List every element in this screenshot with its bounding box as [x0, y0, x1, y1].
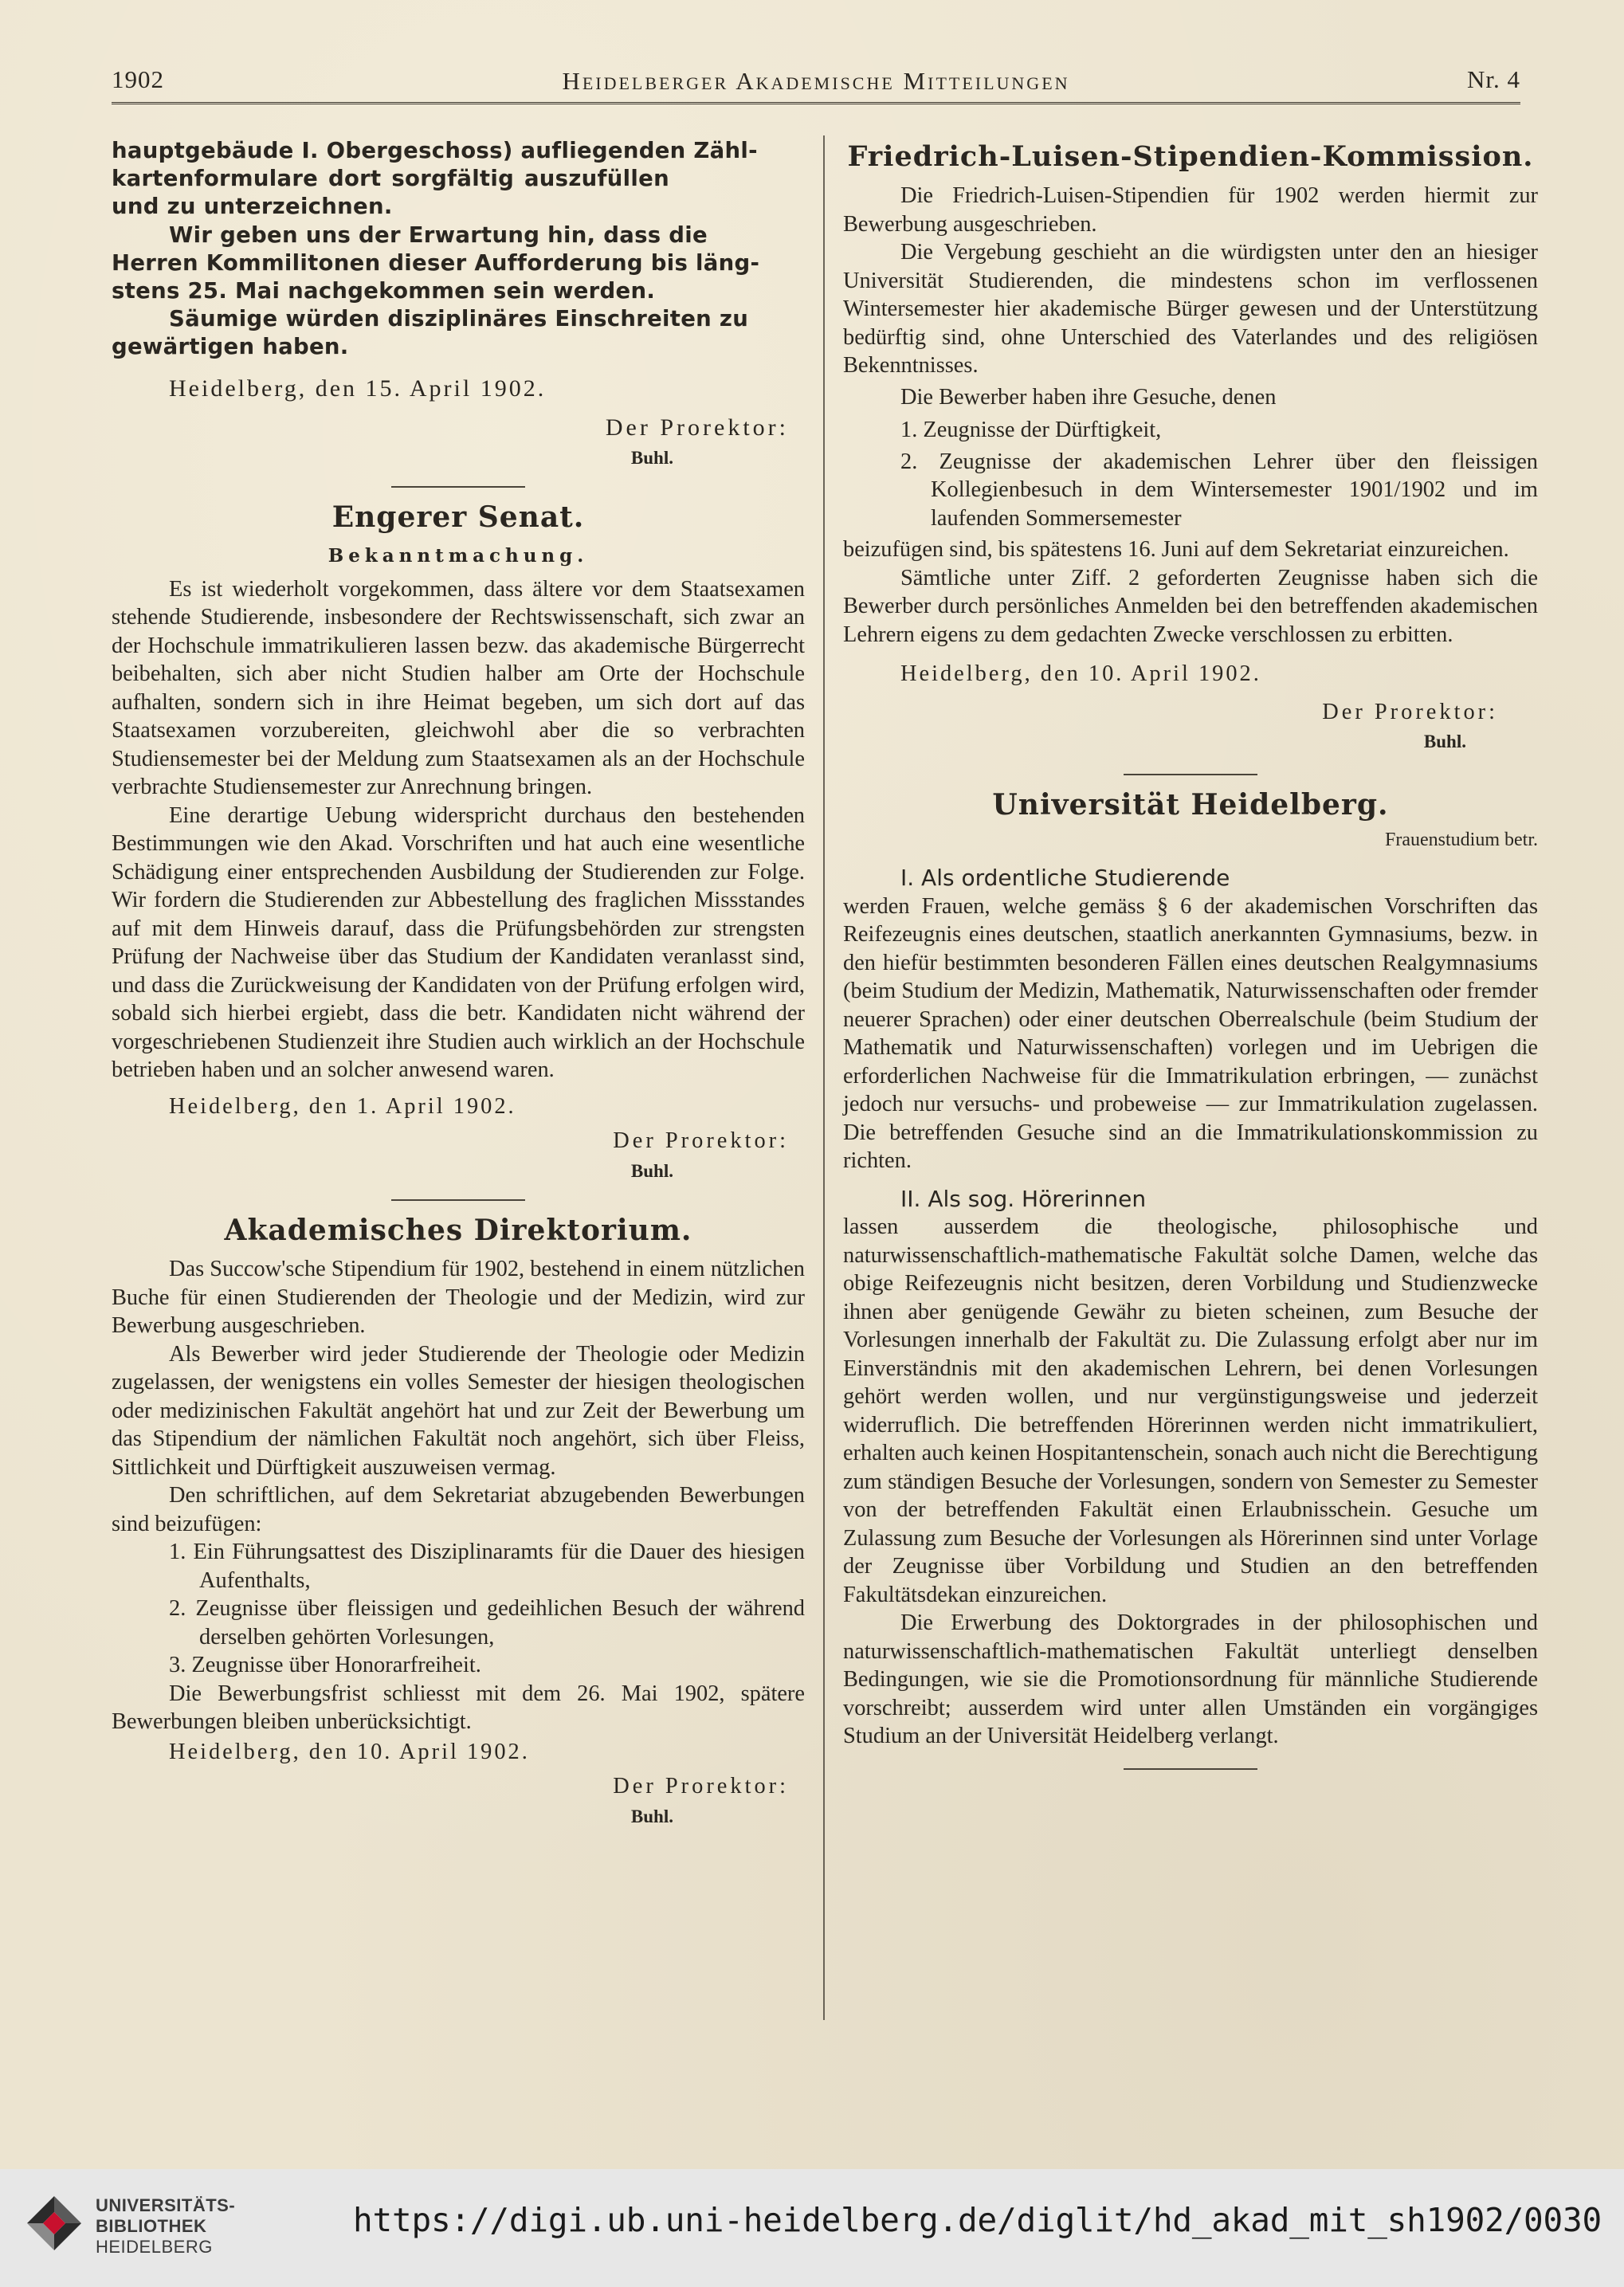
place-date: Heidelberg, den 15. April 1902. — [169, 375, 547, 402]
paragraph: Das Succow'sche Stipendium für 1902, bestehend in einem nützlichen Buche für einen Studierenden der Theologie und der Medizin, wird zur Bewerbung ausgeschrieben. — [112, 1257, 805, 1339]
signature-title: Der Prorektor: — [613, 1128, 789, 1154]
signature-name: Buhl. — [1423, 732, 1466, 751]
paragraph: Sämtliche unter Ziff. 2 geforderten Zeugnisse haben sich die Bewerber durch persönliches Anmelden bei den betreffenden akademischen Lehrern eigens zu dem gedachten Zwecke verschlossen zu erbitten. — [843, 565, 1538, 647]
intro-line: hauptgebäude I. Obergeschoss) aufliegenden Zähl- — [112, 138, 758, 163]
column-divider — [823, 135, 825, 2020]
journal-title: Heidelberger Akademische Mitteilungen — [562, 67, 1070, 95]
subsection-heading: II. Als sog. Hörerinnen — [900, 1185, 1147, 1212]
library-name-line: UNIVERSITÄTS- — [96, 2195, 236, 2215]
section-subtitle: Bekanntmachung. — [328, 545, 589, 567]
paragraph: lassen ausserdem die theologische, philosophische und naturwissenschaftlich-mathematische Fakultät solche Damen, welche das obige Reifezeugnis nicht besitzen, deren Vorbildung und Studienzwecke ihnen aber genügende Gewähr zu bieten scheinen, zum Besuche der Vorlesungen innerhalb der Fakultät zu. Die Zulassung erfolgt aber nur im Einverständnis mit den akademischen Lehrern, bei denen Vorlesungen gehört werden wollen, und nur vergünstigungsweise und jederzeit widerruflich. Die betreffenden Hörerinnen werden nicht immatrikuliert, erhalten auch keinen Hospitantenschein, sonach auch nicht die Berechtigung zum ständigen Besuche der Vorlesungen, sondern von Semester zu Semester von der betreffenden Fakultät einen Erlaubnisschein. Gesuche um Zulassung zum Besuche der Vorlesungen als Hörerinnen sind unter Vorlage der Zeugnisse über Vorbildung und Studien an den betreffenden Fakultätsdekan einzureichen. — [843, 1214, 1538, 1607]
right-column — [843, 137, 1538, 1781]
permalink-url[interactable]: https://digi.ub.uni-heidelberg.de/diglit/hd_akad_mit_sh1902/0030 — [353, 2201, 1602, 2239]
section-rule — [1124, 1768, 1257, 1770]
paragraph: Die Bewerber haben ihre Gesuche, denen — [900, 384, 1277, 410]
section-title: Friedrich-Luisen-Stipendien-Kommission. — [847, 140, 1534, 173]
library-logo-icon — [22, 2191, 86, 2255]
intro-line: und zu unterzeichnen. — [112, 194, 393, 220]
section-rule — [1124, 774, 1257, 775]
intro-line: kartenformulare dort sorgfältig auszufüllen — [112, 166, 669, 192]
intro-line: Wir geben uns der Erwartung hin, dass die — [169, 222, 708, 248]
library-name-line: BIBLIOTHEK — [96, 2216, 207, 2236]
issue-number: Nr. 4 — [1467, 65, 1520, 93]
signature-title: Der Prorektor: — [605, 414, 789, 441]
section-title: Universität Heidelberg. — [992, 787, 1389, 822]
list-item: 1. Ein Führungsattest des Disziplinaramts für die Dauer des hiesigen Aufenthalts, — [169, 1540, 805, 1593]
list-item: 3. Zeugnisse über Honorarfreiheit. — [169, 1653, 481, 1678]
paragraph: Es ist wiederholt vorgekommen, dass ältere vor dem Staatsexamen stehende Studierende, insbesondere der Rechtswissenschaft, sich zwar an der Hochschule immatrikulieren lassen bezw. das akademische Bürgerrecht beibehalten, sich aber nicht Studien halber am Orte der Hochschule aufhalten, sondern sich in ihre Heimat begeben, um sich dort auf das Staatsexamen vorzubereiten, gleichwohl aber die so verbrachten Studiensemester bei der Meldung zum Staatsexamen als an der Hochschule verbrachte Studiensemester zur Anrechnung bringen. — [112, 576, 805, 800]
place-date: Heidelberg, den 10. April 1902. — [900, 661, 1261, 686]
intro-line: gewärtigen haben. — [112, 334, 349, 360]
library-name-line: HEIDELBERG — [96, 2237, 213, 2257]
signature-name: Buhl. — [630, 1160, 673, 1181]
paragraph: Die Vergebung geschieht an die würdigsten unter den an hiesiger Universität Studierenden, die mindestens schon im verflossenen Wintersemester hier akademische Bürger gewesen und der Unterstützung bedürftig sind, ohne Unterschied des Vaterlandes und des religiösen Bekenntnisses. — [843, 240, 1538, 378]
subsection-heading: I. Als ordentliche Studierende — [900, 865, 1230, 891]
paragraph: beizufügen sind, bis spätestens 16. Juni auf dem Sekretariat einzureichen. — [843, 537, 1509, 562]
paragraph: Die Friedrich-Luisen-Stipendien für 1902 werden hiermit zur Bewerbung ausgeschrieben. — [843, 183, 1538, 237]
section-title: Akademisches Direktorium. — [224, 1214, 692, 1248]
paragraph: Die Bewerbungsfrist schliesst mit dem 26. Mai 1902, spätere Bewerbungen bleiben unberücksichtigt. — [112, 1681, 805, 1735]
section-title: Engerer Senat. — [331, 500, 585, 535]
section-note: Frauenstudium betr. — [1385, 829, 1538, 850]
running-head — [112, 65, 1520, 104]
paragraph: Als Bewerber wird jeder Studierende der Theologie oder Medizin zugelassen, der wenigstens ein volles Semester der hiesigen theologischen oder medizinischen Fakultät angehört hat und zur Zeit der Bewerbung um das Stipendium der nämlichen Fakultät noch angehört, sich über Fleiss, Sittlichkeit und Dürftigkeit auszuweisen vermag. — [112, 1341, 805, 1480]
list-item: 2. Zeugnisse über fleissigen und gedeihlichen Besuch der während derselben gehörten Vorlesungen, — [169, 1596, 805, 1650]
library-name — [96, 2195, 235, 2258]
page-year: 1902 — [112, 65, 164, 93]
intro-notice — [112, 137, 805, 362]
section-rule — [391, 486, 525, 488]
place-date: Heidelberg, den 1. April 1902. — [169, 1093, 516, 1119]
paragraph: Die Erwerbung des Doktorgrades in der philosophischen und naturwissenschaftlich-mathematischen Fakultät unterliegt denselben Bedingungen, wie sie die Promotionsordnung für männliche Studierende vorschreibt; ausserdem wird unter allen Umständen ein vorgängiges Studium an der Universität Heidelberg verlangt. — [843, 1610, 1538, 1748]
intro-line: Herren Kommilitonen dieser Aufforderung bis läng- — [112, 249, 760, 276]
signature-name: Buhl. — [630, 1806, 673, 1826]
intro-line: stens 25. Mai nachgekommen sein werden. — [112, 278, 656, 304]
left-column — [112, 137, 805, 1830]
paragraph: werden Frauen, welche gemäss § 6 der akademischen Vorschriften das Reifezeugnis eines deutschen, staatlich anerkannten Gymnasiums, bezw. in den hiefür bestimmten besonderen Fällen eines deutschen Realgymnasiums (beim Studium der Medizin, Mathematik, Naturwissenschaften oder fremder neuerer Sprachen) oder einer deutschen Oberrealschule (beim Studium der Mathematik und Naturwissenschaften) vorlegen und im Uebrigen die erforderlichen Nachweise für die Immatrikulation erbringen, — zunächst jedoch nur versuchs- und probeweise — zur Immatrikulation zugelassen. Die betreffenden Gesuche sind an die Immatrikulationskommission zu richten. — [843, 893, 1538, 1173]
paragraph: Eine derartige Uebung widerspricht durchaus den bestehenden Bestimmungen wie den Akad. Vorschriften und hat auch eine wesentliche Schädigung einer entsprechenden Ausbildung der Studierenden zur Folge. Wir fordern die Studierenden zur Abbestellung des fraglichen Missstandes auf mit dem Hinweis darauf, dass die Prüfungsbehörden zur strengsten Prüfung der Nachweise über das Studium der Kandidaten veranlasst sind, und dass die Zurückweisung der Kandidaten von der Prüfung erfolgen wird, sobald sich hierbei ergiebt, dass die betr. Kandidaten nicht während der vorgeschriebenen Studienzeit ihre Studien auch wirklich an der Hochschule betrieben haben und an solcher anwesend waren. — [112, 802, 805, 1083]
paragraph: Den schriftlichen, auf dem Sekretariat abzugebenden Bewerbungen sind beizufügen: — [112, 1483, 805, 1536]
signature-title: Der Prorektor: — [613, 1774, 789, 1799]
intro-line: Säumige würden disziplinäres Einschreiten zu — [169, 306, 749, 332]
signature-name: Buhl. — [630, 447, 673, 468]
list-item: 2. Zeugnisse der akademischen Lehrer über den fleissigen Kollegienbesuch in dem Wintersemester 1901/1902 und im laufenden Sommersemester — [900, 449, 1538, 531]
section-rule — [391, 1199, 525, 1201]
place-date: Heidelberg, den 10. April 1902. — [169, 1739, 530, 1764]
header-rule — [112, 102, 1520, 107]
list-item: 1. Zeugnisse der Dürftigkeit, — [900, 418, 1162, 442]
library-footer — [0, 2169, 1624, 2287]
signature-title: Der Prorektor: — [1322, 699, 1498, 724]
